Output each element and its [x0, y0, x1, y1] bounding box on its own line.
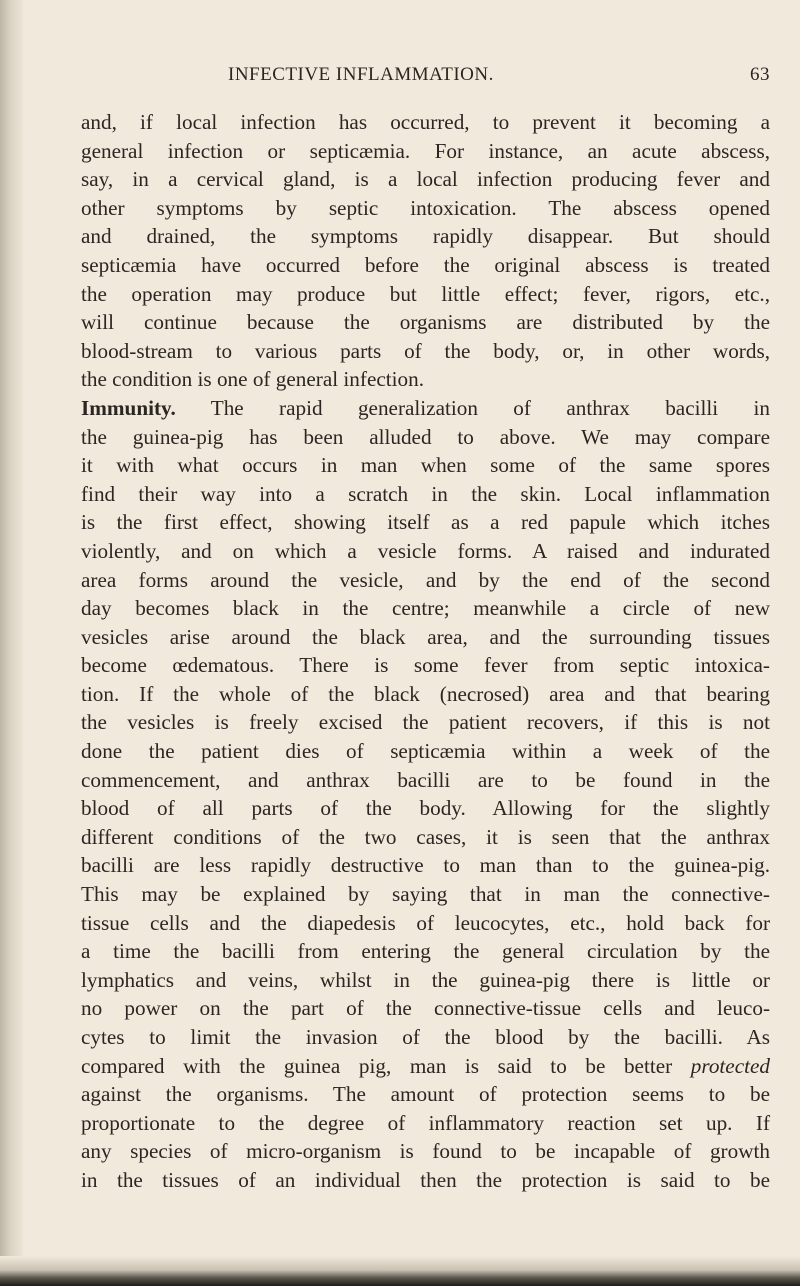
text-line: cytes to limit the invasion of the blood by the bacilli. As [81, 1025, 770, 1049]
text-line: tion. If the whole of the black (necrosed) area and that bearing [81, 681, 770, 706]
text-line: against the organisms. The amount of protection seems to be [81, 1082, 770, 1107]
text-line: and drained, the symptoms rapidly disappear. But should [81, 224, 770, 249]
text-line: become œdematous. There is some fever from septic intoxica- [81, 653, 770, 678]
text-line: will continue because the organisms are distributed by the [81, 310, 770, 335]
text-line: tissue cells and the diapedesis of leucocytes, etc., hold back for [81, 910, 770, 935]
text-line: violently, and on which a vesicle forms. A raised and indurated [81, 538, 770, 563]
text-line: and, if local infection has occurred, to prevent it becoming a [81, 110, 770, 134]
text-line: done the patient dies of septicæmia within a week of the [81, 739, 770, 764]
text-line [81, 1052, 770, 1081]
text-line: different conditions of the two cases, it is seen that the anthrax [81, 824, 770, 849]
text-line: general infection or septicæmia. For instance, an acute abscess, [81, 138, 770, 163]
text-line: no power on the part of the connective-tissue cells and leuco- [81, 996, 770, 1021]
text-line: it with what occurs in man when some of the same spores [81, 453, 770, 478]
text-line: say, in a cervical gland, is a local infection producing fever and [81, 167, 770, 192]
text-run: The rapid generalization of anthrax bacilli in [175, 395, 770, 420]
text-line: day becomes black in the centre; meanwhile a circle of new [81, 596, 770, 621]
text-line: other symptoms by septic intoxication. The abscess opened [81, 195, 770, 220]
text-line: blood of all parts of the body. Allowing for the slightly [81, 796, 770, 821]
section-heading-immunity: Immunity. [81, 395, 176, 420]
text-line: in the tissues of an individual then the protection is said to be [81, 1167, 770, 1192]
text-line: any species of micro-organism is found to be incapable of growth [81, 1139, 770, 1164]
paragraph-start [81, 394, 770, 423]
text-line: the condition is one of general infection. [81, 367, 425, 392]
text-run: compared with the guinea pig, man is said to be better [81, 1053, 691, 1078]
text-line: blood-stream to various parts of the body, or, in other words, [81, 338, 770, 363]
text-line: bacilli are less rapidly destructive to man than to the guinea-pig. [81, 853, 770, 878]
emphasis-protected: protected [690, 1053, 770, 1078]
page-gutter-shadow [0, 0, 24, 1286]
text-line: area forms around the vesicle, and by the end of the second [81, 567, 770, 592]
text-line: commencement, and anthrax bacilli are to be found in the [81, 767, 770, 792]
text-line: the vesicles is freely excised the patient recovers, if this is not [81, 710, 770, 735]
text-line: This may be explained by saying that in man the connective- [81, 882, 770, 907]
text-line: is the first effect, showing itself as a red papule which itches [81, 510, 770, 535]
page-header [96, 64, 770, 88]
text-line: proportionate to the degree of inflammatory reaction set up. If [81, 1110, 770, 1135]
text-line: find their way into a scratch in the skin. Local inflammation [81, 481, 770, 506]
page-number: 63 [750, 64, 770, 85]
text-line: septicæmia have occurred before the original abscess is treated [81, 252, 770, 277]
text-line: the operation may produce but little effect; fever, rigors, etc., [81, 281, 770, 306]
running-title: INFECTIVE INFLAMMATION. [228, 64, 494, 85]
body-text [81, 108, 770, 1195]
text-line: the guinea-pig has been alluded to above. We may compare [81, 424, 770, 449]
text-line: vesicles arise around the black area, and the surrounding tissues [81, 624, 770, 649]
text-line: lymphatics and veins, whilst in the guinea-pig there is little or [81, 967, 770, 992]
text-line: a time the bacilli from entering the general circulation by the [81, 939, 770, 964]
page-bottom-edge [0, 1256, 800, 1286]
